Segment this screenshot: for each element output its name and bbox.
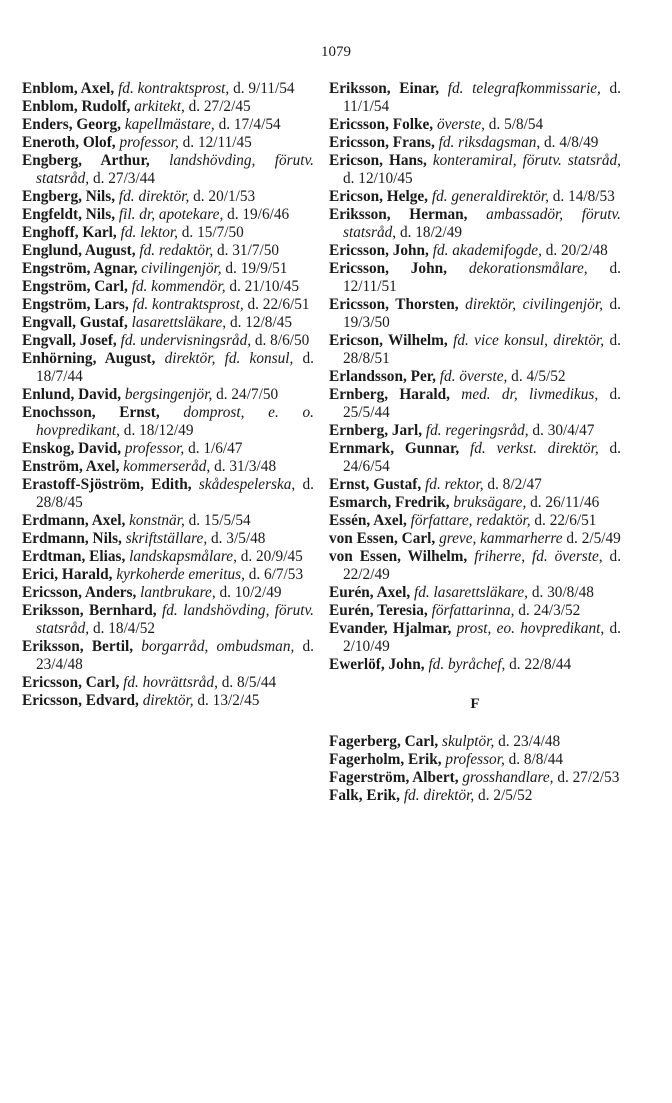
- entry-description: skådespelerska,: [198, 476, 296, 493]
- entry-death-date: d. 8/6/50: [254, 332, 310, 349]
- entry-name: Erlandsson, Per,: [329, 368, 436, 385]
- register-entry: [329, 260, 621, 296]
- entry-description: direktör, civilingenjör,: [465, 296, 603, 313]
- entry-name: Eurén, Teresia,: [329, 602, 428, 619]
- entry-death-date: d. 27/2/45: [188, 98, 251, 115]
- entry-death-date: d. 30/8/48: [531, 584, 594, 601]
- entry-name: Erdmann, Axel,: [22, 512, 126, 529]
- entry-name: Ericsson, Anders,: [22, 584, 137, 601]
- entry-death-date: d. 24/7/50: [216, 386, 279, 403]
- register-entry: [329, 530, 621, 548]
- entry-name: Eneroth, Olof,: [22, 134, 116, 151]
- register-entry: [22, 116, 314, 134]
- register-entry: [22, 548, 314, 566]
- register-entry: [22, 692, 314, 710]
- register-entry: [22, 566, 314, 584]
- entry-name: Ericson, Hans,: [329, 152, 427, 169]
- entry-name: Ericsson, Thorsten,: [329, 296, 459, 313]
- entry-name: Essén, Axel,: [329, 512, 407, 529]
- entry-name: Ernmark, Gunnar,: [329, 440, 460, 457]
- register-entry: [329, 584, 621, 602]
- register-entry: [22, 530, 314, 548]
- register-entry: [22, 458, 314, 476]
- entry-death-date: d. 15/7/50: [181, 224, 244, 241]
- entry-description: civilingenjör,: [141, 260, 222, 277]
- entry-description: författare, redaktör,: [410, 512, 531, 529]
- entry-description: landshövding, förutv. statsråd,: [36, 152, 314, 187]
- entry-description: fd. kommendör,: [131, 278, 226, 295]
- register-entry: [329, 548, 621, 584]
- entry-description: professor,: [124, 440, 185, 457]
- entry-name: Engström, Lars,: [22, 296, 129, 313]
- entry-death-date: d. 17/4/54: [218, 116, 281, 133]
- entry-name: Falk, Erik,: [329, 787, 400, 804]
- register-entry: [329, 206, 621, 242]
- entry-name: Enlund, David,: [22, 386, 122, 403]
- entry-death-date: d. 9/11/54: [233, 80, 295, 97]
- entry-death-date: d. 20/2/48: [545, 242, 608, 259]
- register-entry: [22, 386, 314, 404]
- entry-name: Ernberg, Jarl,: [329, 422, 423, 439]
- entry-description: fd. lektor,: [120, 224, 178, 241]
- register-entry: [22, 638, 314, 674]
- register-entry: [22, 512, 314, 530]
- register-entry: [22, 134, 314, 152]
- register-entry: [22, 224, 314, 242]
- register-entry: [329, 188, 621, 206]
- entry-death-date: d. 4/5/52: [511, 368, 566, 385]
- entry-death-date: d. 2/5/52: [478, 787, 533, 804]
- entry-name: Enghoff, Karl,: [22, 224, 117, 241]
- left-column: [22, 80, 314, 710]
- entry-name: Ericsson, Folke,: [329, 116, 434, 133]
- entry-death-date: d. 11/1/54: [343, 80, 622, 115]
- entry-name: Erici, Harald,: [22, 566, 113, 583]
- entry-name: von Essen, Carl,: [329, 530, 436, 547]
- register-entry: [329, 787, 621, 805]
- entry-death-date: d. 28/8/45: [36, 476, 315, 511]
- register-entry: [329, 422, 621, 440]
- entry-description: fd. generaldirektör,: [431, 188, 549, 205]
- entry-name: Eriksson, Bernhard,: [22, 602, 157, 619]
- entry-name: Ewerlöf, John,: [329, 656, 425, 673]
- register-entry: [329, 440, 621, 476]
- entry-name: Ericsson, Edvard,: [22, 692, 139, 709]
- entry-name: Enskog, David,: [22, 440, 122, 457]
- entry-description: fd. lasarettsläkare,: [414, 584, 529, 601]
- register-entry: [22, 476, 314, 512]
- entry-description: fd. överste,: [439, 368, 508, 385]
- register-entry: [329, 769, 621, 787]
- entry-description: greve, kammarherre: [439, 530, 563, 547]
- register-entry: [329, 656, 621, 674]
- page-number: 1079: [321, 44, 351, 60]
- right-column: [329, 80, 621, 805]
- register-entry: [329, 476, 621, 494]
- register-entry: [329, 602, 621, 620]
- entry-death-date: d. 27/2/53: [557, 769, 620, 786]
- entry-description: fd. telegrafkommissarie,: [447, 80, 601, 97]
- entry-death-date: d. 22/6/51: [247, 296, 310, 313]
- entry-description: fd. vice konsul, direktör,: [453, 332, 605, 349]
- entry-death-date: d. 10/2/49: [219, 584, 282, 601]
- entry-death-date: d. 6/7/53: [248, 566, 304, 583]
- entry-death-date: d. 5/8/54: [488, 116, 544, 133]
- entry-name: Eriksson, Herman,: [329, 206, 468, 223]
- entry-death-date: d. 18/4/52: [92, 620, 156, 637]
- entry-death-date: d. 24/6/54: [343, 440, 621, 475]
- entry-death-date: d. 2/10/49: [343, 620, 621, 655]
- entry-description: kyrkoherde emeritus,: [116, 566, 245, 583]
- register-entry: [22, 242, 314, 260]
- register-entry: [329, 80, 621, 116]
- entry-death-date: d. 24/3/52: [518, 602, 581, 619]
- register-entry: [22, 98, 314, 116]
- entry-death-date: d. 8/2/47: [487, 476, 542, 493]
- entry-name: Fagerholm, Erik,: [329, 751, 442, 768]
- register-entry: [329, 332, 621, 368]
- entry-death-date: d. 12/11/51: [343, 260, 621, 295]
- register-entry: [22, 206, 314, 224]
- entry-name: Enochsson, Ernst,: [22, 404, 160, 421]
- register-entry: [22, 674, 314, 692]
- entry-description: fd. landshövding, förutv. statsråd,: [36, 602, 315, 637]
- register-entry: [22, 260, 314, 278]
- entry-name: Engström, Carl,: [22, 278, 128, 295]
- entry-name: Ericsson, Frans,: [329, 134, 435, 151]
- register-entry: [329, 751, 621, 769]
- entry-death-date: d. 13/2/45: [197, 692, 260, 709]
- entry-death-date: d. 8/8/44: [508, 751, 563, 768]
- register-entry: [329, 733, 621, 751]
- entry-death-date: d. 12/11/45: [182, 134, 252, 151]
- entry-death-date: d. 25/5/44: [343, 386, 622, 421]
- entry-description: författarinna,: [431, 602, 515, 619]
- register-entry: [22, 152, 314, 188]
- entry-description: fd. kontraktsprost,: [132, 296, 244, 313]
- entry-description: fd. direktör,: [403, 787, 475, 804]
- entry-description: ambassadör, förutv. statsråd,: [343, 206, 621, 241]
- entry-description: fd. kontraktsprost,: [118, 80, 230, 97]
- entry-name: Ericsson, Carl,: [22, 674, 120, 691]
- entry-description: lasarettsläkare,: [131, 314, 227, 331]
- entry-description: fil. dr, apotekare,: [118, 206, 224, 223]
- right-column-e-entries: [329, 80, 621, 674]
- entry-death-date: d. 19/3/50: [343, 296, 621, 331]
- entry-death-date: d. 12/10/45: [343, 170, 413, 187]
- entry-death-date: d. 19/6/46: [227, 206, 290, 223]
- register-entry: [329, 152, 621, 188]
- entry-name: Ericson, Helge,: [329, 188, 428, 205]
- entry-death-date: d. 27/3/44: [92, 170, 156, 187]
- register-entry: [329, 368, 621, 386]
- entry-name: Esmarch, Fredrik,: [329, 494, 450, 511]
- entry-description: fd. rektor,: [425, 476, 484, 493]
- entry-description: lantbrukare,: [140, 584, 216, 601]
- entry-name: Fagerberg, Carl,: [329, 733, 439, 750]
- entry-name: Ericsson, John,: [329, 260, 447, 277]
- entry-death-date: d. 31/7/50: [216, 242, 280, 259]
- register-entry: [329, 296, 621, 332]
- entry-description: fd. verkst. direktör,: [470, 440, 599, 457]
- entry-description: överste,: [436, 116, 485, 133]
- entry-description: fd. riksdagsman,: [438, 134, 541, 151]
- entry-death-date: d. 26/11/46: [530, 494, 600, 511]
- entry-death-date: d. 12/8/45: [229, 314, 292, 331]
- entry-description: kapellmästare,: [124, 116, 215, 133]
- entry-name: Erastoff-Sjöström, Edith,: [22, 476, 192, 493]
- entry-description: fd. hovrättsråd,: [123, 674, 218, 691]
- entry-death-date: d. 31/3/48: [214, 458, 277, 475]
- entry-name: Fagerström, Albert,: [329, 769, 459, 786]
- entry-description: landskapsmålare,: [129, 548, 237, 565]
- entry-name: Engfeldt, Nils,: [22, 206, 116, 223]
- entry-death-date: d. 22/8/44: [509, 656, 572, 673]
- entry-description: konstnär,: [129, 512, 185, 529]
- register-entry: [22, 332, 314, 350]
- entry-description: prost, eo. hovpredikant,: [456, 620, 605, 637]
- entry-name: Engström, Agnar,: [22, 260, 138, 277]
- entry-name: Eriksson, Bertil,: [22, 638, 134, 655]
- entry-death-date: d. 23/4/48: [36, 638, 315, 673]
- entry-description: med. dr, livmedikus,: [461, 386, 599, 403]
- entry-death-date: d. 4/8/49: [544, 134, 599, 151]
- entry-description: professor,: [119, 134, 179, 151]
- entry-name: Engberg, Arthur,: [22, 152, 150, 169]
- entry-description: grosshandlare,: [462, 769, 554, 786]
- entry-name: Engberg, Nils,: [22, 188, 116, 205]
- register-entry: [22, 80, 314, 98]
- entry-description: bergsingenjör,: [124, 386, 213, 403]
- entry-death-date: d. 20/9/45: [240, 548, 303, 565]
- entry-name: Enblom, Rudolf,: [22, 98, 131, 115]
- section-letter-f: F: [470, 696, 480, 712]
- register-entry: [329, 134, 621, 152]
- entry-description: konteramiral, förutv. statsråd,: [432, 152, 621, 169]
- right-column-f-entries: [329, 733, 621, 805]
- entry-description: fd. direktör,: [118, 188, 190, 205]
- register-entry: [22, 278, 314, 296]
- entry-death-date: d. 15/5/54: [188, 512, 251, 529]
- entry-name: Erdmann, Nils,: [22, 530, 122, 547]
- register-entry: [22, 602, 314, 638]
- entry-death-date: d. 22/2/49: [343, 548, 622, 583]
- entry-name: Engvall, Gustaf,: [22, 314, 128, 331]
- entry-name: Eurén, Axel,: [329, 584, 411, 601]
- entry-name: Enström, Axel,: [22, 458, 120, 475]
- entry-description: borgarråd, ombudsman,: [141, 638, 295, 655]
- entry-description: fd. redaktör,: [139, 242, 214, 259]
- entry-name: Ernst, Gustaf,: [329, 476, 422, 493]
- entry-death-date: d. 20/1/53: [193, 188, 256, 205]
- register-entry: [329, 386, 621, 422]
- entry-death-date: d. 8/5/44: [221, 674, 277, 691]
- register-entry: [329, 494, 621, 512]
- register-entry: [329, 512, 621, 530]
- entry-name: Enhörning, August,: [22, 350, 156, 367]
- entry-description: kommerseråd,: [123, 458, 211, 475]
- entry-name: Englund, August,: [22, 242, 136, 259]
- entry-description: fd. akademifogde,: [432, 242, 542, 259]
- entry-description: direktör, fd. konsul,: [164, 350, 294, 367]
- entry-death-date: d. 28/8/51: [343, 332, 621, 367]
- entry-name: Engvall, Josef,: [22, 332, 117, 349]
- entry-death-date: d. 14/8/53: [552, 188, 615, 205]
- entry-name: Ericson, Wilhelm,: [329, 332, 448, 349]
- entry-death-date: d. 1/6/47: [188, 440, 243, 457]
- register-entry: [22, 188, 314, 206]
- entry-description: bruksägare,: [453, 494, 527, 511]
- entry-name: Enblom, Axel,: [22, 80, 115, 97]
- entry-description: skriftställare,: [125, 530, 208, 547]
- entry-description: friherre, fd. överste,: [474, 548, 603, 565]
- entry-description: professor,: [445, 751, 505, 768]
- entry-description: fd. undervisningsråd,: [120, 332, 252, 349]
- entry-death-date: d. 30/4/47: [532, 422, 595, 439]
- register-entry: [329, 242, 621, 260]
- entry-description: fd. regeringsråd,: [425, 422, 529, 439]
- entry-death-date: d. 18/12/49: [123, 422, 194, 439]
- entry-description: arkitekt,: [134, 98, 185, 115]
- entry-name: Enders, Georg,: [22, 116, 121, 133]
- entry-name: Evander, Hjalmar,: [329, 620, 452, 637]
- entry-death-date: d. 19/9/51: [225, 260, 288, 277]
- register-entry: [22, 350, 314, 386]
- entry-name: von Essen, Wilhelm,: [329, 548, 468, 565]
- entry-death-date: d. 18/2/49: [399, 224, 463, 241]
- entry-description: skulptör,: [442, 733, 495, 750]
- entry-death-date: d. 21/10/45: [229, 278, 300, 295]
- register-entry: [22, 314, 314, 332]
- entry-death-date: d. 3/5/48: [211, 530, 266, 547]
- entry-name: Erdtman, Elias,: [22, 548, 126, 565]
- entry-name: Ernberg, Harald,: [329, 386, 450, 403]
- entry-death-date: d. 2/5/49: [566, 530, 621, 547]
- entry-description: fd. byråchef,: [428, 656, 506, 673]
- entry-death-date: d. 22/6/51: [534, 512, 597, 529]
- entry-description: direktör,: [142, 692, 194, 709]
- entry-name: Ericsson, John,: [329, 242, 429, 259]
- entry-description: dekorationsmålare,: [468, 260, 588, 277]
- register-entry: [22, 440, 314, 458]
- register-entry: [329, 116, 621, 134]
- entry-name: Eriksson, Einar,: [329, 80, 440, 97]
- register-entry: [22, 584, 314, 602]
- register-entry: [22, 296, 314, 314]
- register-entry: [22, 404, 314, 440]
- entry-death-date: d. 23/4/48: [498, 733, 561, 750]
- register-entry: [329, 620, 621, 656]
- entry-description: domprost, e. o. hovpredikant,: [36, 404, 314, 439]
- entry-death-date: d. 18/7/44: [36, 350, 315, 385]
